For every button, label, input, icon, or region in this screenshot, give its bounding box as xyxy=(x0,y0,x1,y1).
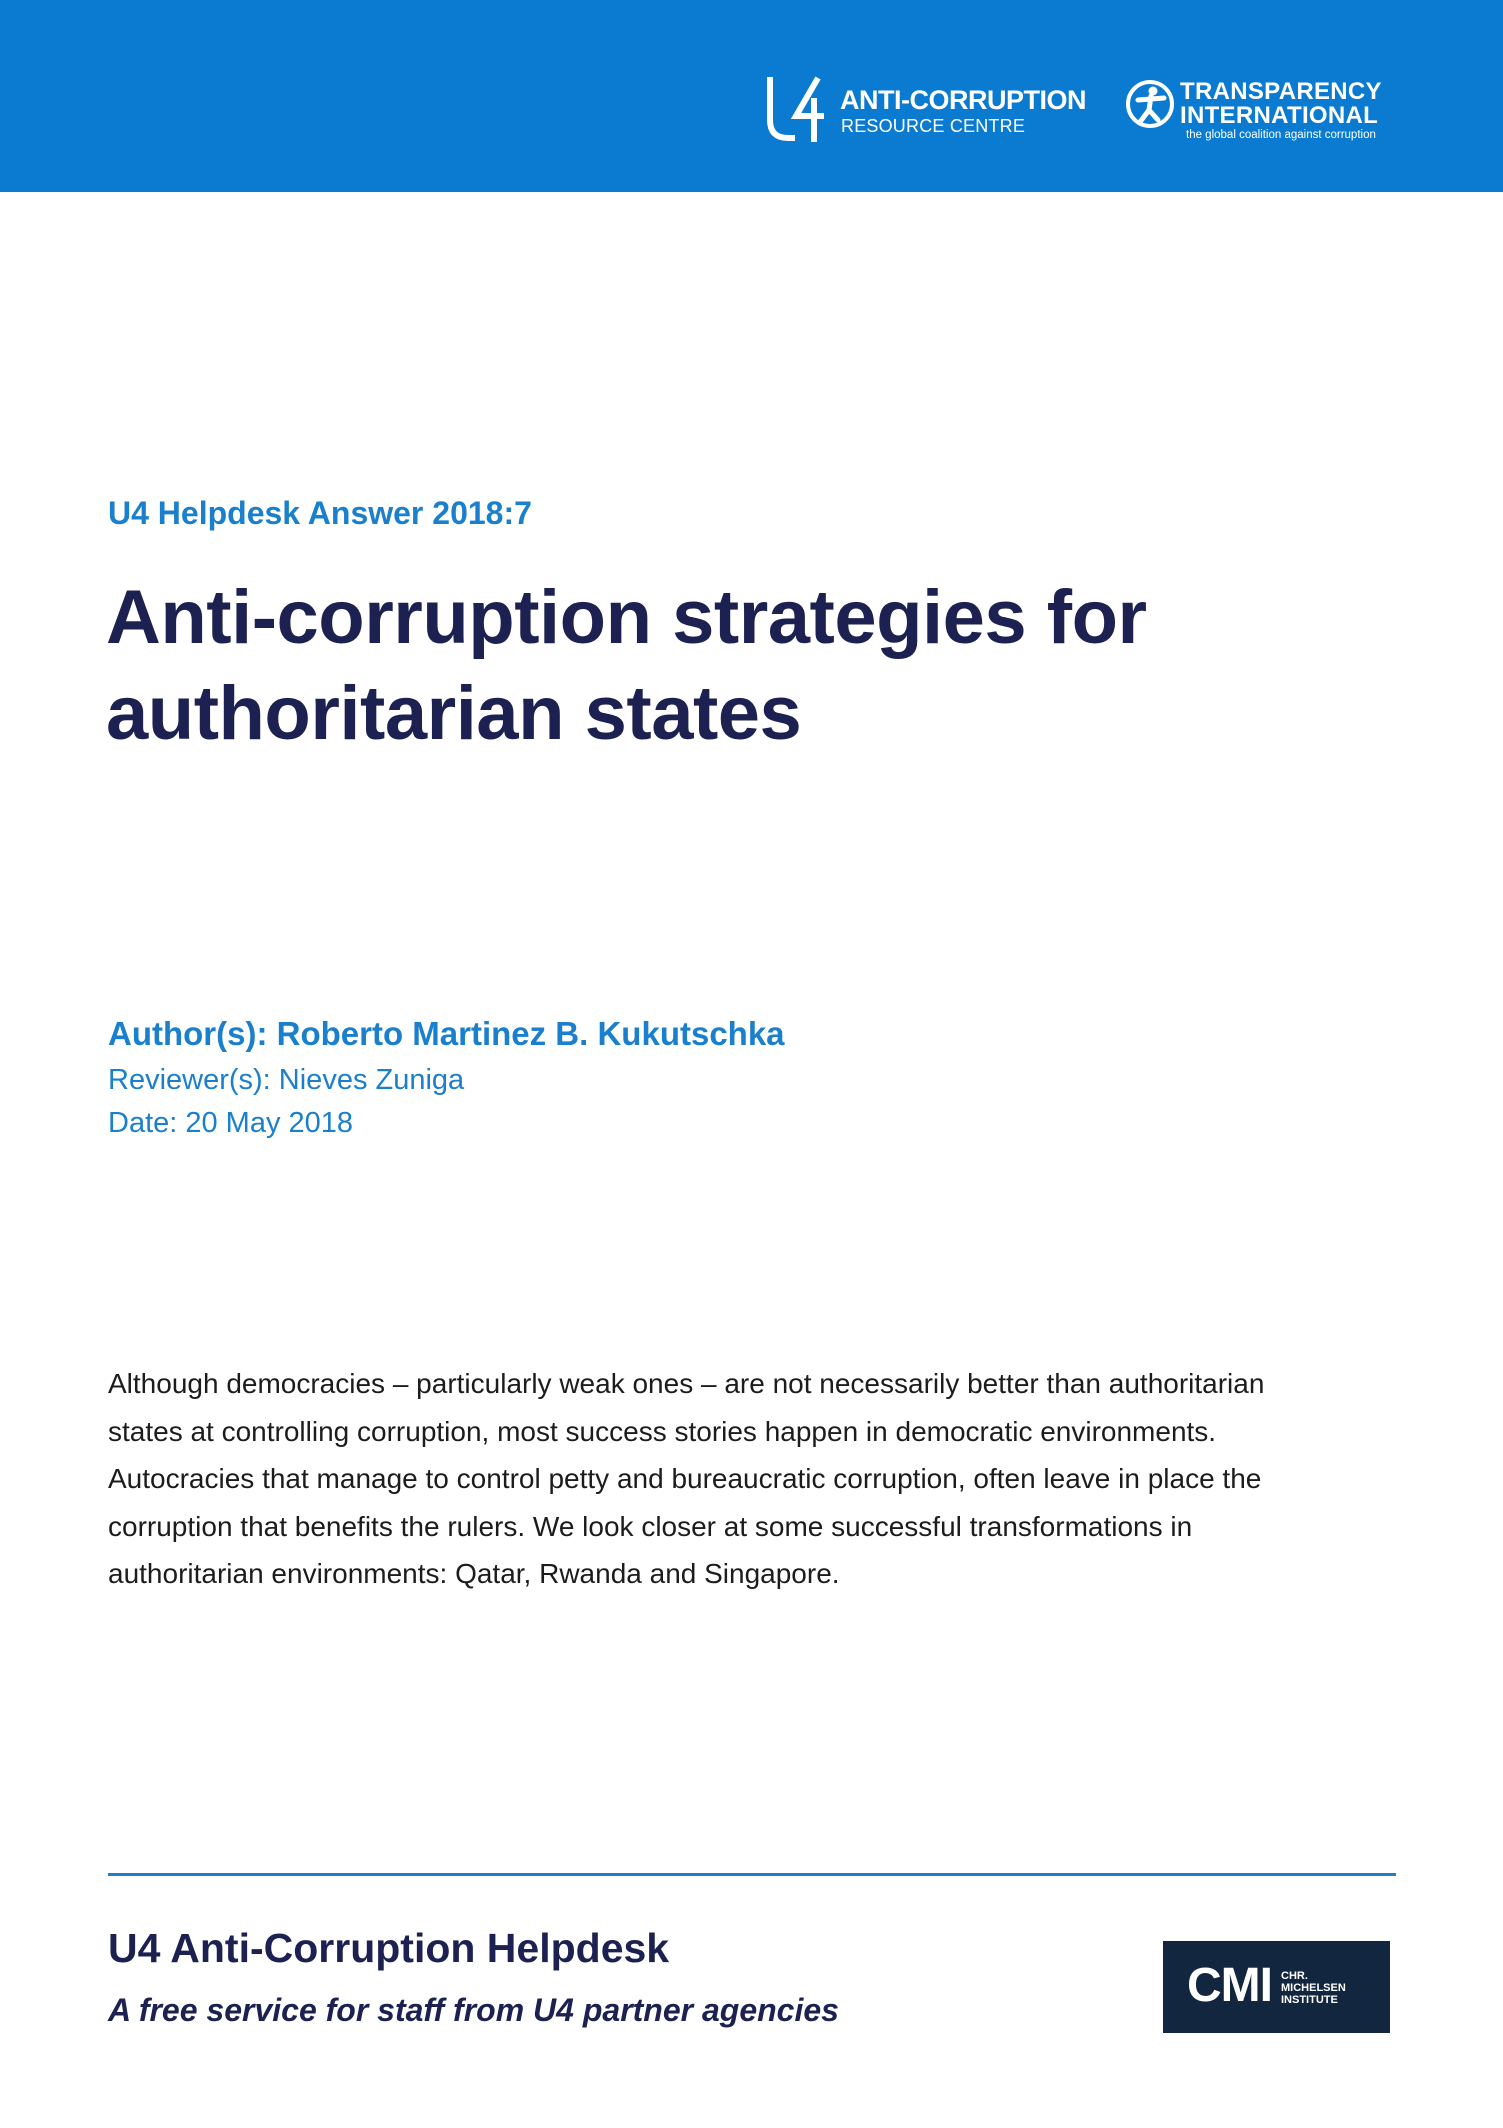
cmi-logo-mark: CMI xyxy=(1187,1959,1272,2012)
ti-logo-tagline: the global coalition against corruption xyxy=(1186,129,1376,141)
abstract-line: Although democracies – particularly weak ones – are not necessarily better than authoritarian xyxy=(108,1368,1265,1399)
cmi-name-line: CHR. xyxy=(1281,1970,1308,1982)
footer-title: U4 Anti-Corruption Helpdesk xyxy=(108,1925,670,1971)
header-bar xyxy=(0,0,1503,192)
author-line: Author(s): Roberto Martinez B. Kukutschka xyxy=(108,1015,785,1052)
date-line: Date: 20 May 2018 xyxy=(108,1107,354,1139)
abstract-line: Autocracies that manage to control petty and bureaucratic corruption, often leave in place the xyxy=(108,1463,1262,1494)
cmi-logo xyxy=(1163,1941,1390,2033)
footer-divider xyxy=(108,1873,1396,1876)
u4-mark-icon xyxy=(766,76,828,144)
abstract-paragraph xyxy=(108,1360,1408,1598)
title-line-2: authoritarian states xyxy=(106,671,802,756)
globe-figure-icon xyxy=(1124,78,1176,130)
series-label: U4 Helpdesk Answer 2018:7 xyxy=(108,495,532,531)
reviewer-line: Reviewer(s): Nieves Zuniga xyxy=(108,1064,465,1096)
cmi-logo-name xyxy=(1281,1970,1386,2006)
footer-subtitle: A free service for staff from U4 partner agencies xyxy=(108,1992,839,2028)
title-line-1: Anti-corruption strategies for xyxy=(106,575,1147,660)
abstract-line: authoritarian environments: Qatar, Rwanda and Singapore. xyxy=(108,1558,840,1589)
u4-logo xyxy=(766,76,1086,144)
abstract-line: states at controlling corruption, most success stories happen in democratic environments. xyxy=(108,1415,1217,1447)
transparency-international-logo xyxy=(1124,76,1404,146)
ti-logo-line1: TRANSPARENCY xyxy=(1180,78,1382,105)
ti-logo-line2: INTERNATIONAL xyxy=(1180,102,1379,129)
page-title xyxy=(106,570,1406,762)
u4-logo-title: ANTI-CORRUPTION xyxy=(840,85,1086,115)
u4-logo-subtitle: RESOURCE CENTRE xyxy=(841,116,1026,136)
abstract-line: corruption that benefits the rulers. We look closer at some successful transformations in xyxy=(108,1510,1193,1542)
cmi-name-line: INSTITUTE xyxy=(1281,1994,1338,2006)
cmi-name-line: MICHELSEN xyxy=(1281,1982,1346,1994)
